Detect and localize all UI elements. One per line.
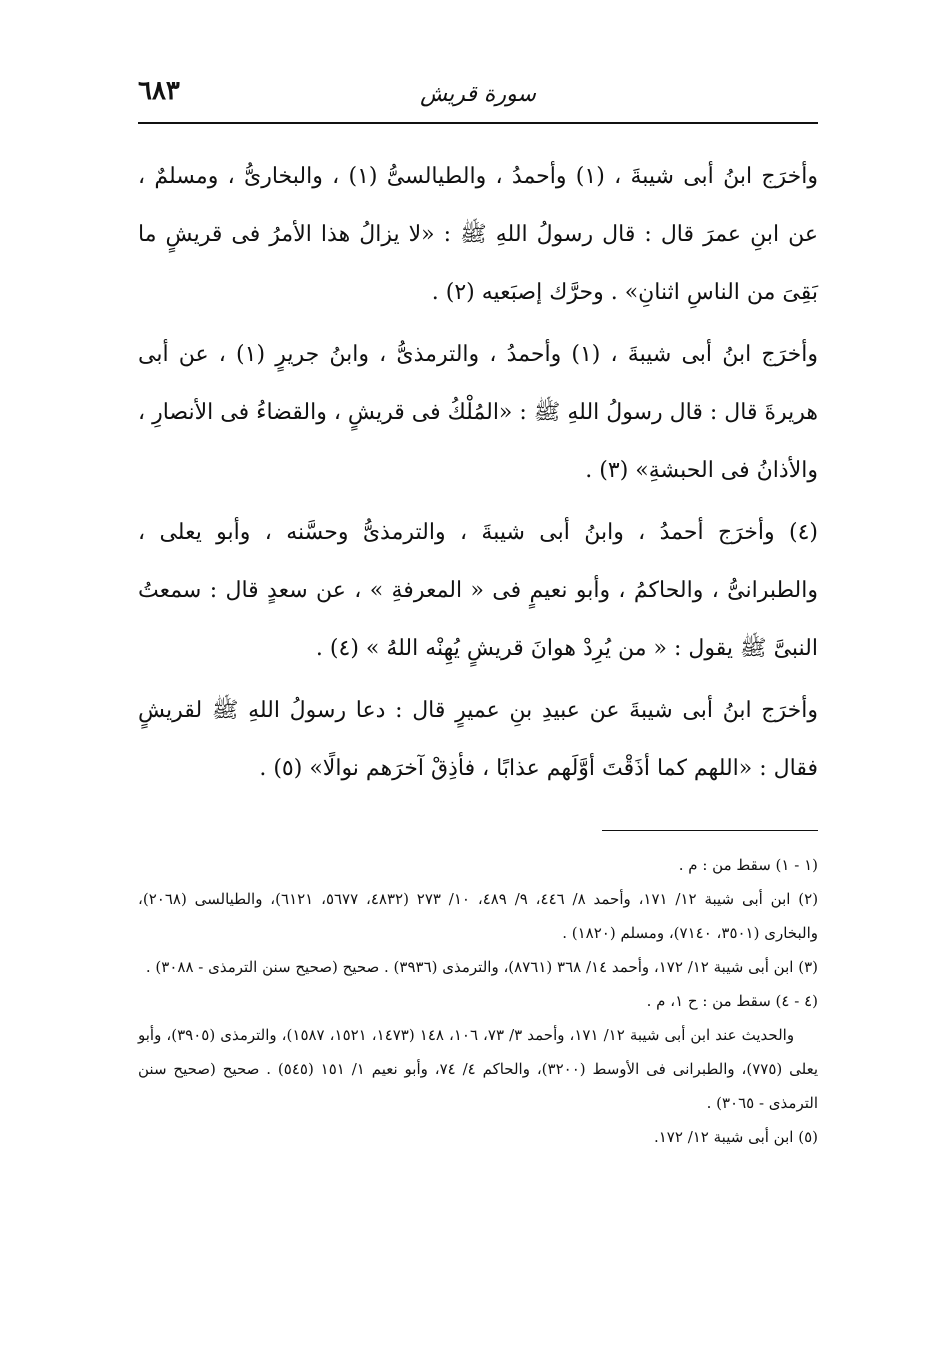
footnote: (٥) ابن أبى شيبة ١٢/ ١٧٢. xyxy=(653,1128,818,1146)
footnote: (٢) ابن أبى شيبة ١٢/ ١٧١، وأحمد ٨/ ٤٤٦، ٩/ ٤٨٩، ١٠/ ٢٧٣ (٤٨٣٢، ٥٦٧٧، ٦١٢١)، والطيالسى (٢٠٦٨)، والبخارى (٣٥٠١، ٧١٤٠)، ومسلم (١٨٢٠) . xyxy=(138,890,819,942)
footnote-rule xyxy=(602,830,818,831)
running-title: سورة قريش xyxy=(420,82,536,107)
paragraph: (٤) وأخرَج أحمدُ ، وابنُ أبى شيبةَ ، والترمذىُّ وحسَّنه ، وأبو يعلى ، والطبرانىُّ ، والحاكمُ ، وأبو نعيمٍ فى « المعرفةِ » ، عن سعدٍ قال : سمعتُ النبىَّ ﷺ يقول : « من يُرِدْ هوانَ قريشٍ يُهِنْه اللهُ » (٤) . xyxy=(138,520,818,661)
paragraph: وأخرَج ابنُ أبى شيبةَ عن عبيدِ بنِ عميرٍ قال : دعا رسولُ اللهِ ﷺ لقريشٍ فقال : «اللهم كما أذَقْتَ أوَّلَهم عذابًا ، فأذِقْ آخرَهم نوالًا» (٥) . xyxy=(138,698,818,781)
paragraph: وأخرَج ابنُ أبى شيبةَ ، (١) وأحمدُ ، والترمذىُّ ، وابنُ جريرٍ (١) ، عن أبى هريرةَ قال : قال رسولُ اللهِ ﷺ : «المُلْكُ فى قريشٍ ، والقضاءُ فى الأنصارِ ، والأذانُ فى الحبشةِ» (٣) . xyxy=(138,342,819,483)
header-rule xyxy=(138,122,818,124)
footnote: (٤ - ٤) سقط من : ح ١، م . xyxy=(646,992,818,1010)
page-header xyxy=(138,76,818,120)
footnote: (٣) ابن أبى شيبة ١٢/ ١٧٢، وأحمد ١٤/ ٣٦٨ (٨٧٦١)، والترمذى (٣٩٣٦) . صحيح (صحيح سنن الترمذى - ٣٠٨٨) . xyxy=(145,958,818,976)
paragraph: وأخرَج ابنُ أبى شيبةَ ، (١) وأحمدُ ، والطيالسىُّ (١) ، والبخارىُّ ، ومسلمٌ ، عن ابنِ عمرَ قال : قال رسولُ اللهِ ﷺ : «لا يزالُ هذا الأمرُ فى قريشٍ ما بَقِىَ من الناسِ اثنانِ» . وحرَّك إصبَعيه (٢) . xyxy=(138,164,819,305)
footnotes xyxy=(138,848,818,1154)
footnote: والحديث عند ابن أبى شيبة ١٢/ ١٧١، وأحمد ٣/ ٧٣، ١٠٦، ١٤٨ (١٤٧٣، ١٥٢١، ١٥٨٧)، والترمذى (٣٩٠٥)، وأبو يعلى (٧٧٥)، والطبرانى فى الأوسط (٣٢٠٠)، والحاكم ٤/ ٧٤، وأبو نعيم ١/ ١٥١ (٥٤٥) . صحيح (صحيح سنن الترمذى - ٣٠٦٥) . xyxy=(138,1026,819,1112)
main-text xyxy=(138,148,818,802)
page-number: ٦٨٣ xyxy=(138,76,180,106)
footnote: (١ - ١) سقط من : م . xyxy=(678,856,818,874)
